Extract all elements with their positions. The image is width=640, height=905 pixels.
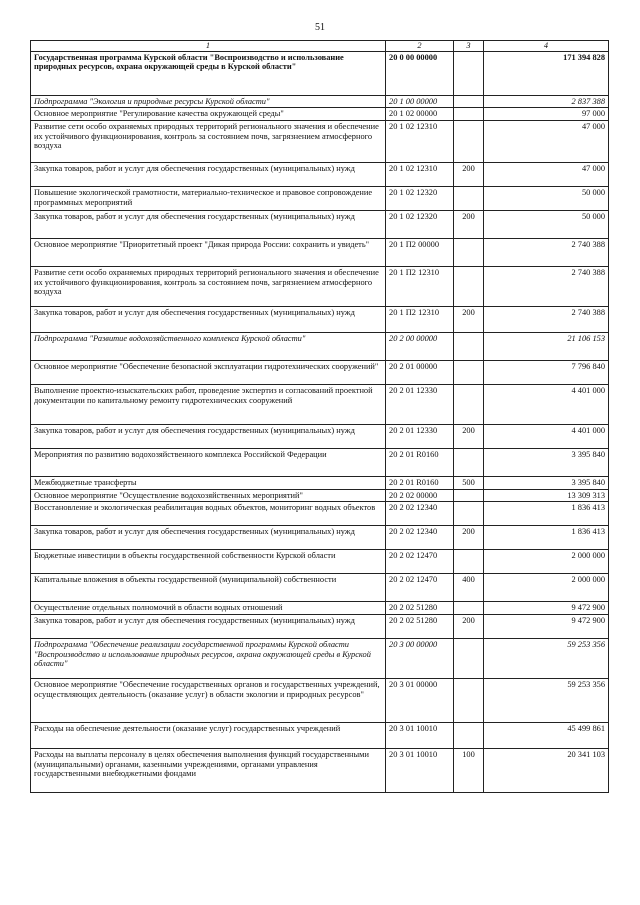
cell-name: Закупка товаров, работ и услуг для обеспечения государственных (муниципальных) нужд: [31, 424, 386, 448]
column-header-type: 3: [454, 41, 484, 52]
table-body: [31, 51, 609, 792]
cell-code: 20 2 02 12470: [386, 550, 454, 574]
table-row: [31, 360, 609, 384]
cell-sum: 7 796 840: [484, 360, 609, 384]
cell-type: [454, 602, 484, 615]
table-row: [31, 489, 609, 502]
table-row: [31, 266, 609, 306]
cell-name: Закупка товаров, работ и услуг для обеспечения государственных (муниципальных) нужд: [31, 210, 386, 238]
cell-code: 20 3 01 10010: [386, 722, 454, 748]
cell-code: 20 0 00 00000: [386, 51, 454, 95]
cell-sum: 50 000: [484, 210, 609, 238]
cell-sum: 2 740 388: [484, 266, 609, 306]
cell-name: Подпрограмма "Обеспечение реализации государственной программы Курской области "Воспроизводство и использование природных ресурсов, охрана окружающей среды в Курской области": [31, 638, 386, 678]
cell-name: Основное мероприятие "Осуществление водохозяйственных мероприятий": [31, 489, 386, 502]
cell-code: 20 2 02 12470: [386, 574, 454, 602]
cell-name: Мероприятия по развитию водохозяйственного комплекса Российской Федерации: [31, 448, 386, 476]
cell-sum: 59 253 356: [484, 678, 609, 722]
table-row: [31, 502, 609, 526]
cell-sum: 9 472 900: [484, 602, 609, 615]
cell-name: Расходы на выплаты персоналу в целях обеспечения выполнения функций государственными (муниципальными) органами, казенными учреждениями, органами управления государственными внебюджетными фондами: [31, 748, 386, 792]
cell-type: 200: [454, 526, 484, 550]
cell-type: [454, 266, 484, 306]
table-row: [31, 526, 609, 550]
table-row: [31, 120, 609, 162]
cell-type: [454, 638, 484, 678]
column-header-name: 1: [31, 41, 386, 52]
cell-name: Развитие сети особо охраняемых природных территорий регионального значения и обеспечение их устойчивого функционирования, контроль за состоянием почв, загрязнением атмосферного воздуха: [31, 266, 386, 306]
cell-name: Закупка товаров, работ и услуг для обеспечения государственных (муниципальных) нужд: [31, 614, 386, 638]
budget-table: [30, 40, 609, 793]
cell-sum: 3 395 840: [484, 448, 609, 476]
cell-sum: 45 499 861: [484, 722, 609, 748]
table-row: [31, 678, 609, 722]
table-row: [31, 51, 609, 95]
cell-sum: 2 740 388: [484, 238, 609, 266]
cell-type: 200: [454, 162, 484, 186]
cell-sum: 1 836 413: [484, 502, 609, 526]
cell-name: Капитальные вложения в объекты государственной (муниципальной) собственности: [31, 574, 386, 602]
cell-name: Подпрограмма "Развитие водохозяйственного комплекса Курской области": [31, 332, 386, 360]
table-row: [31, 550, 609, 574]
cell-sum: 2 000 000: [484, 574, 609, 602]
cell-name: Основное мероприятие "Обеспечение государственных органов и государственных учреждений, осуществляющих деятельность (оказание услуг) в области экологии и природных ресурсов": [31, 678, 386, 722]
cell-code: 20 1 П2 12310: [386, 306, 454, 332]
cell-name: Межбюджетные трансферты: [31, 476, 386, 489]
cell-type: [454, 120, 484, 162]
cell-type: [454, 332, 484, 360]
table-row: [31, 384, 609, 424]
cell-name: Основное мероприятие "Обеспечение безопасной эксплуатации гидротехнических сооружений": [31, 360, 386, 384]
cell-code: 20 2 02 12340: [386, 502, 454, 526]
table-row: [31, 186, 609, 210]
cell-code: 20 2 02 00000: [386, 489, 454, 502]
cell-sum: 4 401 000: [484, 424, 609, 448]
cell-name: Закупка товаров, работ и услуг для обеспечения государственных (муниципальных) нужд: [31, 306, 386, 332]
cell-type: [454, 238, 484, 266]
cell-sum: 2 837 388: [484, 95, 609, 108]
cell-code: 20 1 02 12310: [386, 162, 454, 186]
cell-code: 20 2 01 12330: [386, 424, 454, 448]
column-header-sum: 4: [484, 41, 609, 52]
table-header-row: [31, 41, 609, 52]
table-row: [31, 332, 609, 360]
cell-name: Закупка товаров, работ и услуг для обеспечения государственных (муниципальных) нужд: [31, 526, 386, 550]
cell-code: 20 2 02 12340: [386, 526, 454, 550]
cell-name: Выполнение проектно-изыскательских работ, проведение экспертиз и согласований проектной документации по капитальному ремонту гидротехнических сооружений: [31, 384, 386, 424]
cell-type: 200: [454, 306, 484, 332]
table-row: [31, 162, 609, 186]
cell-sum: 20 341 103: [484, 748, 609, 792]
cell-code: 20 1 П2 12310: [386, 266, 454, 306]
cell-sum: 47 000: [484, 120, 609, 162]
cell-type: 200: [454, 614, 484, 638]
cell-type: [454, 360, 484, 384]
cell-type: 200: [454, 210, 484, 238]
cell-type: 200: [454, 424, 484, 448]
cell-code: 20 2 01 12330: [386, 384, 454, 424]
table-row: [31, 638, 609, 678]
cell-code: 20 1 00 00000: [386, 95, 454, 108]
cell-code: 20 1 П2 00000: [386, 238, 454, 266]
cell-sum: 3 395 840: [484, 476, 609, 489]
cell-code: 20 3 00 00000: [386, 638, 454, 678]
cell-code: 20 2 00 00000: [386, 332, 454, 360]
cell-name: Основное мероприятие "Регулирование качества окружающей среды": [31, 108, 386, 121]
cell-sum: 4 401 000: [484, 384, 609, 424]
cell-sum: 2 740 388: [484, 306, 609, 332]
cell-name: Закупка товаров, работ и услуг для обеспечения государственных (муниципальных) нужд: [31, 162, 386, 186]
cell-name: Развитие сети особо охраняемых природных территорий регионального значения и обеспечение их устойчивого функционирования, контроль за состоянием почв, загрязнением атмосферного воздуха: [31, 120, 386, 162]
table-row: [31, 722, 609, 748]
cell-sum: 47 000: [484, 162, 609, 186]
cell-sum: 9 472 900: [484, 614, 609, 638]
cell-type: [454, 108, 484, 121]
cell-type: [454, 502, 484, 526]
cell-type: 100: [454, 748, 484, 792]
cell-sum: 2 000 000: [484, 550, 609, 574]
cell-type: [454, 448, 484, 476]
table-row: [31, 306, 609, 332]
table-row: [31, 238, 609, 266]
table-row: [31, 574, 609, 602]
cell-name: Основное мероприятие "Приоритетный проект "Дикая природа России: сохранить и увидеть": [31, 238, 386, 266]
cell-code: 20 3 01 10010: [386, 748, 454, 792]
cell-type: 400: [454, 574, 484, 602]
table-row: [31, 210, 609, 238]
cell-code: 20 2 02 51280: [386, 602, 454, 615]
cell-sum: 59 253 356: [484, 638, 609, 678]
cell-name: Бюджетные инвестиции в объекты государственной собственности Курской области: [31, 550, 386, 574]
cell-type: [454, 384, 484, 424]
cell-code: 20 3 01 00000: [386, 678, 454, 722]
cell-name: Осуществление отдельных полномочий в области водных отношений: [31, 602, 386, 615]
cell-type: [454, 489, 484, 502]
cell-code: 20 2 02 51280: [386, 614, 454, 638]
cell-code: 20 2 01 R0160: [386, 448, 454, 476]
table-row: [31, 748, 609, 792]
cell-sum: 13 309 313: [484, 489, 609, 502]
cell-type: [454, 678, 484, 722]
cell-name: Подпрограмма "Экология и природные ресурсы Курской области": [31, 95, 386, 108]
page-number: 51: [315, 22, 325, 33]
cell-sum: 97 000: [484, 108, 609, 121]
table-row: [31, 448, 609, 476]
cell-type: [454, 722, 484, 748]
table-row: [31, 424, 609, 448]
cell-sum: 21 106 153: [484, 332, 609, 360]
cell-code: 20 1 02 00000: [386, 108, 454, 121]
table-row: [31, 614, 609, 638]
table-row: [31, 95, 609, 108]
cell-name: Восстановление и экологическая реабилитация водных объектов, мониторинг водных объектов: [31, 502, 386, 526]
cell-code: 20 1 02 12320: [386, 210, 454, 238]
cell-name: Повышение экологической грамотности, материально-техническое и правовое сопровождение программных мероприятий: [31, 186, 386, 210]
cell-type: [454, 550, 484, 574]
table-row: [31, 108, 609, 121]
table-row: [31, 476, 609, 489]
table-row: [31, 602, 609, 615]
cell-code: 20 1 02 12320: [386, 186, 454, 210]
cell-code: 20 2 01 R0160: [386, 476, 454, 489]
cell-type: [454, 51, 484, 95]
cell-code: 20 2 01 00000: [386, 360, 454, 384]
cell-name: Государственная программа Курской области "Воспроизводство и использование природных ресурсов, охрана окружающей среды в Курской области": [31, 51, 386, 95]
cell-type: [454, 95, 484, 108]
cell-type: [454, 186, 484, 210]
cell-sum: 171 394 828: [484, 51, 609, 95]
column-header-code: 2: [386, 41, 454, 52]
cell-sum: 50 000: [484, 186, 609, 210]
cell-code: 20 1 02 12310: [386, 120, 454, 162]
cell-type: 500: [454, 476, 484, 489]
cell-name: Расходы на обеспечение деятельности (оказание услуг) государственных учреждений: [31, 722, 386, 748]
cell-sum: 1 836 413: [484, 526, 609, 550]
